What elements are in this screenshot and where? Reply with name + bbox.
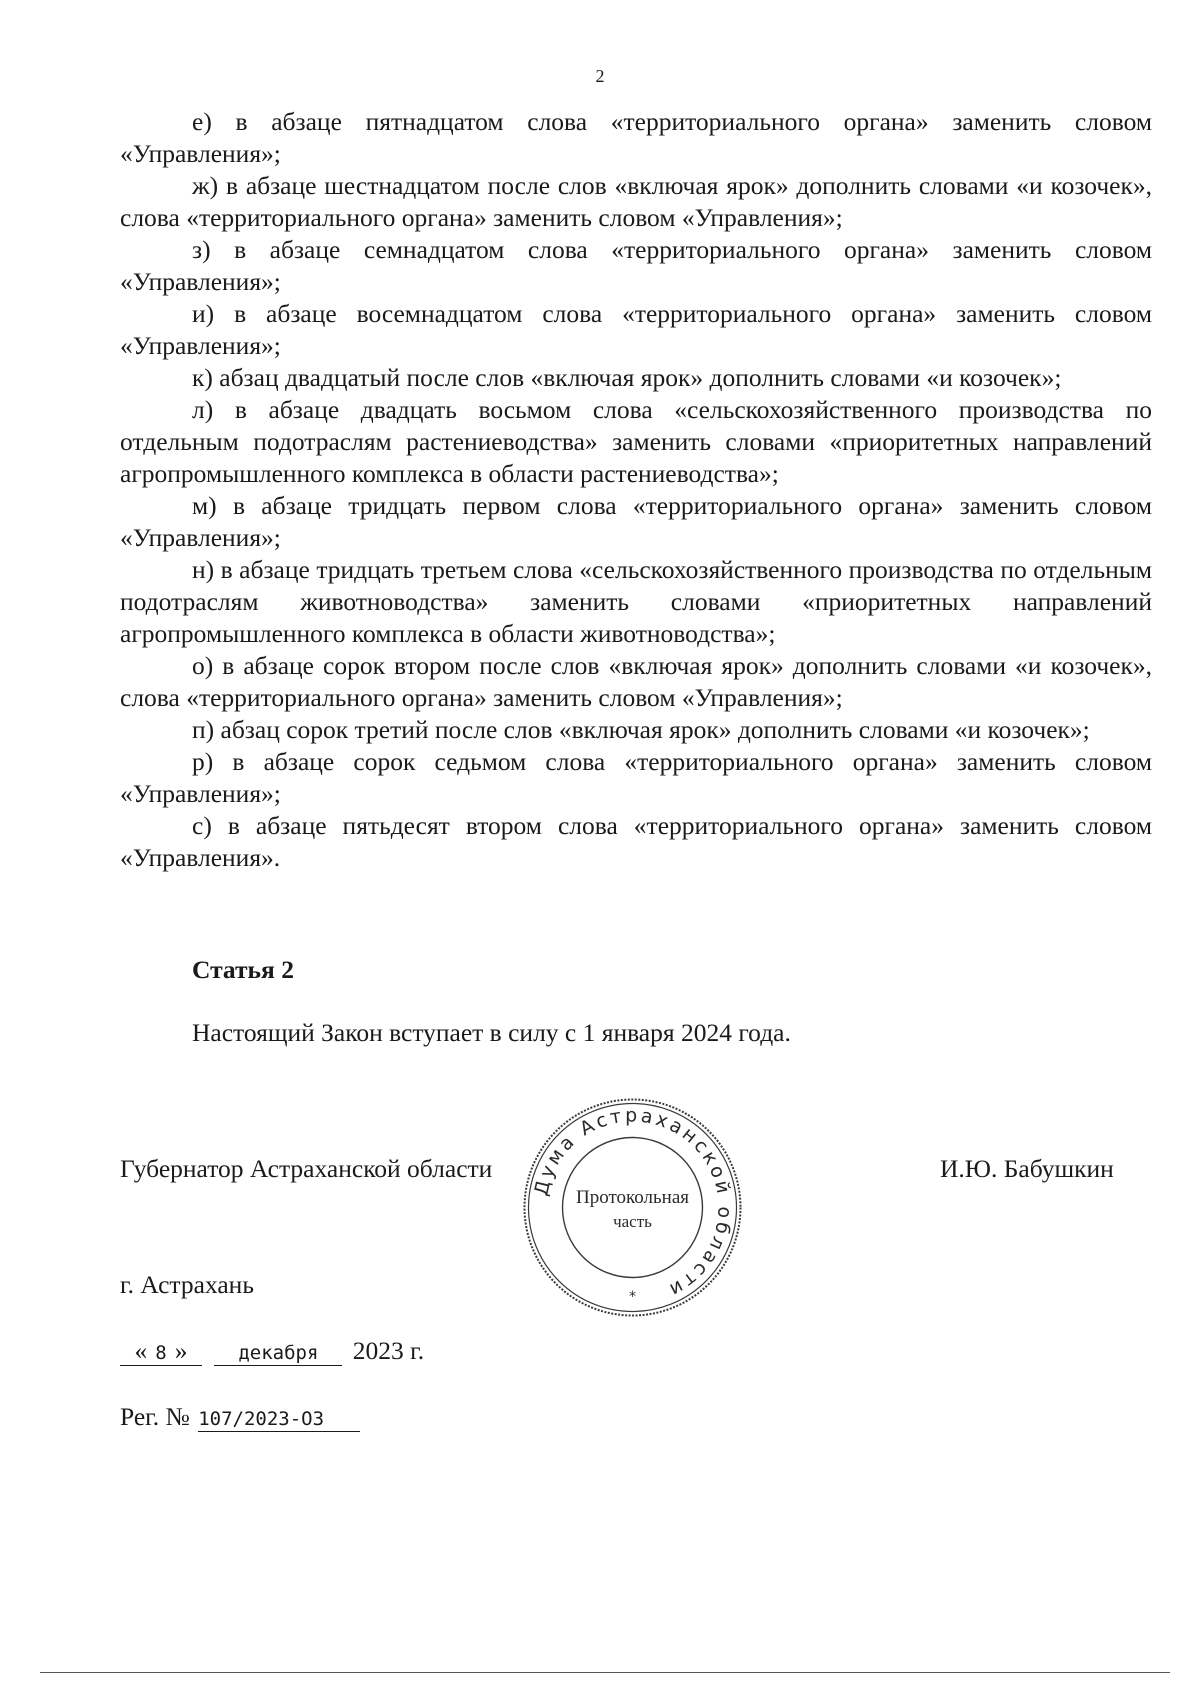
article-text: Настоящий Закон вступает в силу с 1 января 2024 года. <box>192 1018 791 1047</box>
amendment-paragraph: л) в абзаце двадцать восьмом слова «сельскохозяйственного производства по отдельным подотраслям растениеводства» заменить словами «приоритетных направлений агропромышленного комплекса в области растениеводства»; <box>120 395 1152 488</box>
date-open-quote: « <box>134 1336 148 1365</box>
date-day-field <box>120 1336 202 1366</box>
amendment-paragraph: з) в абзаце семнадцатом слова «территориального органа» заменить словом «Управления»; <box>120 235 1152 296</box>
seal-ring-text: Дума Астраханской области <box>530 1104 736 1303</box>
amendment-paragraph: р) в абзаце сорок седьмом слова «территориального органа» заменить словом «Управления»; <box>120 747 1152 808</box>
amendment-paragraph: н) в абзаце тридцать третьем слова «сельскохозяйственного производства по отдельным подотраслям животноводства» заменить словами «приоритетных направлений агропромышленного комплекса в области животноводства»; <box>120 555 1152 648</box>
signatory-name: И.Ю. Бабушкин <box>940 1154 1114 1183</box>
registration-label: Рег. № <box>120 1402 190 1431</box>
amendment-paragraph: к) абзац двадцатый после слов «включая ярок» дополнить словами «и козочек»; <box>192 363 1062 392</box>
article-heading: Статья 2 <box>192 955 294 984</box>
date-close-quote: » <box>174 1336 188 1365</box>
page-number: 2 <box>595 66 605 86</box>
date-year: 2023 г. <box>352 1336 425 1365</box>
seal-graphic <box>520 1095 745 1320</box>
signatory-title: Губернатор Астраханской области <box>120 1154 493 1183</box>
date-month: декабря <box>214 1341 342 1366</box>
registration-number <box>120 1402 360 1432</box>
amendment-paragraph: ж) в абзаце шестнадцатом после слов «включая ярок» дополнить словами «и козочек», слова «территориального органа» заменить словом «Управления»; <box>120 171 1152 232</box>
seal-star-icon: * <box>629 1289 636 1305</box>
date-day: 8 <box>155 1342 167 1364</box>
amendment-list <box>120 106 1152 874</box>
amendment-paragraph: е) в абзаце пятнадцатом слова «территориального органа» заменить словом «Управления»; <box>120 107 1152 168</box>
amendment-paragraph: м) в абзаце тридцать первом слова «территориального органа» заменить словом «Управления»; <box>120 491 1152 552</box>
city: г. Астрахань <box>120 1270 254 1299</box>
registration-value: 107/2023-ОЗ <box>198 1407 360 1432</box>
signing-date <box>120 1336 424 1366</box>
bottom-divider <box>40 1672 1170 1673</box>
amendment-paragraph: п) абзац сорок третий после слов «включая ярок» дополнить словами «и козочек»; <box>192 715 1090 744</box>
seal-center-line1: Протокольная <box>575 1187 690 1208</box>
duma-seal <box>520 1095 745 1320</box>
amendment-paragraph: о) в абзаце сорок втором после слов «включая ярок» дополнить словами «и козочек», слова «территориального органа» заменить словом «Управления»; <box>120 651 1152 712</box>
amendment-paragraph: и) в абзаце восемнадцатом слова «территориального органа» заменить словом «Управления»; <box>120 299 1152 360</box>
amendment-paragraph: с) в абзаце пятьдесят втором слова «территориального органа» заменить словом «Управления». <box>120 811 1152 872</box>
seal-center-line2: часть <box>613 1212 652 1231</box>
